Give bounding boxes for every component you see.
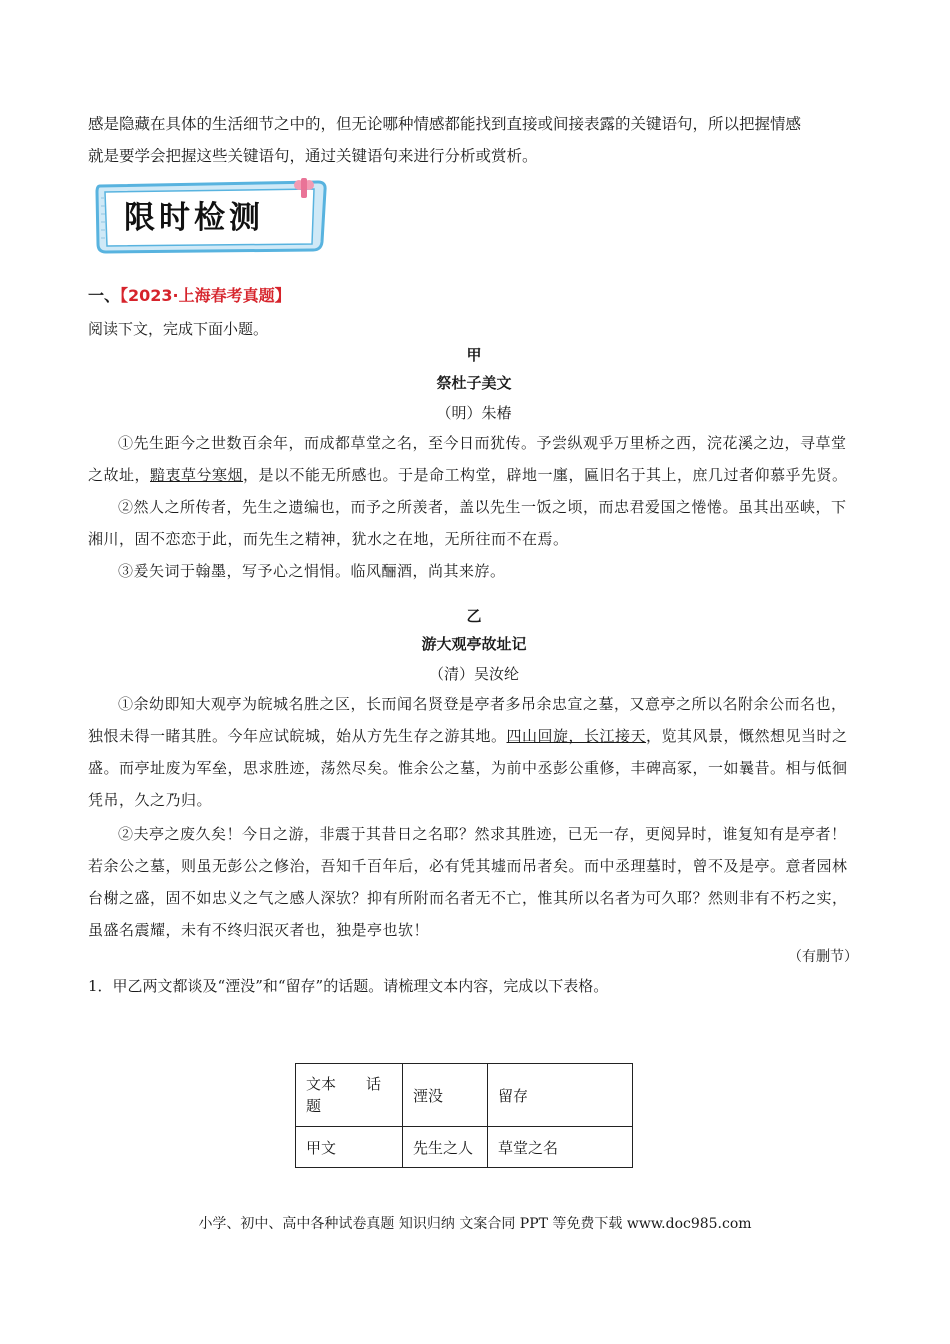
text-span: 是亭也欤！: [351, 921, 430, 939]
dotted-character: 虽: [196, 857, 213, 875]
table-cell: 草堂之名: [488, 1127, 633, 1168]
text-span: 亭者！若余公之墓，则: [88, 825, 847, 875]
table-cell: 先生之人: [403, 1127, 488, 1168]
abridged-note: （有删节）: [788, 949, 858, 965]
passage-a-author: （明）朱椿: [436, 404, 512, 422]
text-span: ②然人之所传者，先生之遗编也，而予之所羡者，: [118, 498, 460, 516]
table-header-cell: 留存: [488, 1064, 633, 1127]
dotted-character: 独: [336, 921, 352, 939]
passage-b-paragraph-1: [88, 688, 860, 816]
source-tag: 【2023·上海春考真题】: [120, 286, 291, 305]
text-span: 然想见当时之盛。而亭址废为军垒，思求胜迹，荡然尽矣。惟余公之墓，为前中丞彭公重修，丰碑高冢，: [88, 727, 848, 777]
text-span: 然则非有不朽之实，虽盛名震耀，未有不终归泯灭者也，: [88, 889, 848, 939]
page-footer: 小学、初中、高中各种试卷真题 知识归纳 文案合同 PPT 等免费下载 www.doc985.com: [198, 1216, 752, 1232]
intro-line-1: 感是隐藏在具体的生活细节之中的，但无论哪种情感都能找到直接或间接表露的关键语句，所以把握情感: [88, 115, 802, 133]
text-span: 亭。意者园林台榭之盛，固不如忠义之气之感人深欤？抑有所附而名者无不亡，惟其所以名者为可久耶？: [88, 857, 848, 907]
question-number: 一、: [88, 286, 121, 305]
text-span: 无彭公之修治，吾知千百年后，必有凭其墟而吊者矣。而中丞理墓时，曾不及是: [212, 857, 755, 875]
table-header-cell: [296, 1064, 403, 1127]
dotted-character: 之: [150, 791, 166, 809]
passage-a-paragraph-1: [88, 427, 860, 491]
question-heading: [88, 283, 291, 306]
text-span: 名也，独恨未得一睹其胜。今年应试皖城，始从方先生存之游其地。: [88, 695, 847, 745]
text-span: 峡，下湘川，固不恋恋于此，而先生之精神，犹水之在地，无所往而不在焉。: [88, 498, 847, 548]
banner-label: 限时检测: [124, 200, 264, 236]
dotted-character: 盖: [459, 498, 475, 516]
passage-a-paragraph-3: ③爰矢词于翰墨，写予心之悁悁。临风酾酒，尚其来斿。: [118, 562, 506, 580]
answer-table: [295, 1063, 633, 1168]
text-span: 仰慕乎先贤。: [754, 466, 848, 484]
text-span: ①先生距今之世数百余年，而成都草堂之名，至今日而犹传。予尝纵观乎万里桥之西，浣花溪之边，: [118, 434, 801, 452]
text-span: ，览其风景，慨: [646, 727, 755, 745]
underlined-phrase: 黯衷草兮寒烟: [150, 466, 244, 484]
passage-a: [88, 343, 860, 587]
passage-b-title: 游大观亭故址记: [421, 635, 527, 653]
intro-line-2: 就是要学会把握这些关键语句，通过关键语句来进行分析或赏析。: [88, 147, 538, 165]
text-span: ②夫亭之废久矣！今日之游，非震于其昔日之名耶？然求其胜迹，已无一存，更阅异时，谁复知有是: [118, 825, 801, 843]
table-row: [296, 1064, 633, 1127]
passage-b-paragraph-2: [88, 818, 860, 946]
passage-b: [88, 604, 860, 946]
passage-b-author: （清）吴汝纶: [428, 665, 519, 683]
passage-a-paragraph-2: [88, 491, 860, 555]
passage-a-title: 祭杜子美文: [436, 374, 512, 392]
table-cell: 甲文: [296, 1127, 403, 1168]
table-header-cell: 湮没: [403, 1064, 488, 1127]
passage-b-marker: 乙: [466, 607, 482, 625]
text-span: ①余幼即知大观亭为皖城名胜之区，长而闻名贤登是亭者多吊余忠宣之墓，又意亭之所以名附余公而: [118, 695, 801, 713]
question-1: 1．甲乙两文都谈及“湮没”和“留存”的话题。请梳理文本内容，完成以下表格。: [88, 977, 609, 995]
text-span: 以先生一饭之顷，而忠君爱国之惓惓。虽其出巫: [474, 498, 801, 516]
passage-a-marker: 甲: [466, 346, 482, 364]
table-row: [296, 1127, 633, 1168]
text-span: ，是以不能无所感也。于是命工构堂，辟地一廛，匾旧名于其上，庶几过者: [243, 466, 755, 484]
timed-test-banner: [92, 176, 332, 256]
underlined-phrase: 四山回旋，长江接天: [506, 727, 647, 745]
instruction: 阅读下文，完成下面小题。: [88, 320, 269, 338]
intro-text: [88, 108, 868, 172]
header-text: 文本 话: [306, 1075, 382, 1093]
text-span: 一如曩昔。相与低徊凭吊，久: [88, 759, 848, 809]
text-span: 乃归。: [165, 791, 213, 809]
text-span: 寻草堂之故址，: [88, 434, 847, 484]
header-text: 题: [306, 1097, 322, 1115]
